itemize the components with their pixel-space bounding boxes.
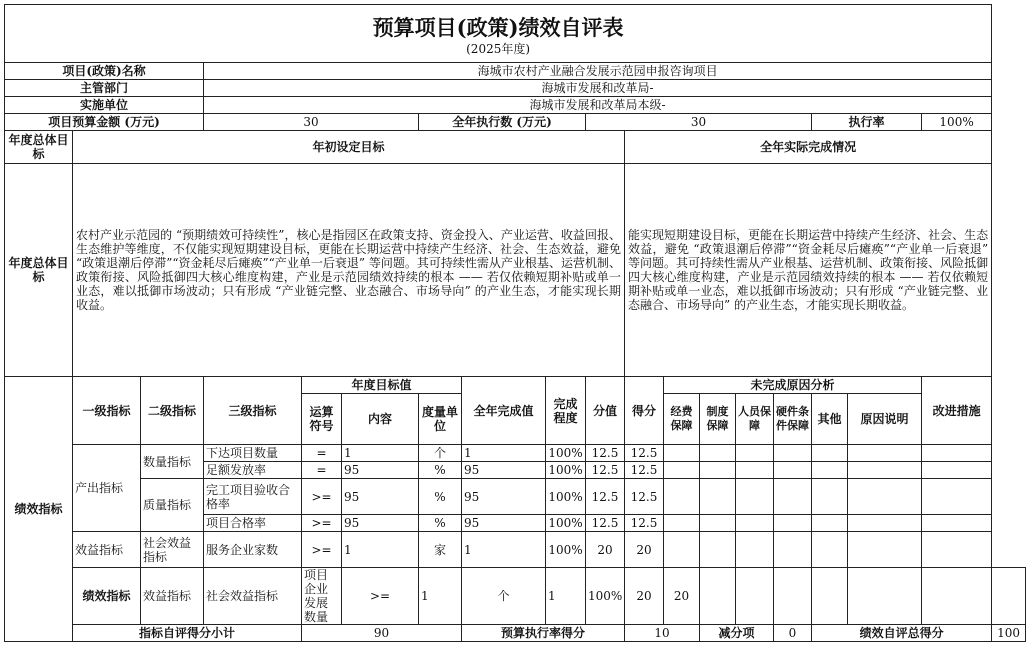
header-system: 制度保障	[700, 394, 736, 445]
empty-cell	[774, 532, 812, 568]
executed-value: 30	[586, 114, 812, 131]
empty-cell	[922, 515, 992, 532]
empty-cell	[922, 445, 992, 462]
indicator-content: 95	[342, 479, 419, 515]
indicator-degree: 100%	[586, 568, 625, 625]
empty-cell	[848, 532, 922, 568]
department-value: 海城市发展和改革局-	[204, 80, 992, 97]
unit-label: 实施单位	[5, 97, 204, 114]
deduct-value: 0	[774, 625, 812, 642]
indicator-op: >=	[302, 532, 342, 568]
indicator-op: >=	[302, 515, 342, 532]
header-staff: 人员保障	[736, 394, 774, 445]
header-op: 运算符号	[302, 394, 342, 445]
indicator-content: 1	[342, 445, 419, 462]
self-evaluation-table	[4, 4, 1026, 642]
empty-cell	[922, 532, 992, 568]
empty-cell	[664, 532, 700, 568]
empty-cell	[774, 568, 812, 625]
quality-indicator: 质量指标	[141, 479, 204, 532]
indicator-completed: 1	[462, 445, 546, 462]
empty-cell	[736, 445, 774, 462]
indicator-degree: 100%	[546, 462, 586, 479]
quantity-indicator: 数量指标	[141, 445, 204, 479]
header-level1: 一级指标	[73, 377, 141, 445]
header-level3: 三级指标	[204, 377, 302, 445]
indicator-op: >=	[302, 479, 342, 515]
deduct-label: 减分项	[700, 625, 774, 642]
empty-cell	[812, 462, 848, 479]
header-reason: 原因说明	[848, 394, 922, 445]
perf-label-second: 绩效指标	[73, 568, 141, 625]
empty-cell	[664, 462, 700, 479]
empty-cell	[700, 445, 736, 462]
unit-value: 海城市发展和改革局本级-	[204, 97, 992, 114]
empty-cell	[664, 445, 700, 462]
indicator-unit: %	[419, 479, 462, 515]
indicator-unit: %	[419, 515, 462, 532]
header-completed: 全年完成值	[462, 377, 546, 445]
indicator-name: 服务企业家数	[204, 532, 302, 568]
social-benefit-indicator: 社会效益指标	[204, 568, 302, 625]
indicator-unit: %	[419, 462, 462, 479]
indicator-degree: 100%	[546, 479, 586, 515]
empty-cell	[812, 515, 848, 532]
empty-cell	[812, 532, 848, 568]
indicator-degree: 100%	[546, 515, 586, 532]
indicator-completed: 95	[462, 515, 546, 532]
actual-result-header: 全年实际完成情况	[625, 131, 992, 164]
indicator-score: 20	[664, 568, 700, 625]
empty-cell	[922, 568, 992, 625]
header-level2: 二级指标	[141, 377, 204, 445]
total-value: 100	[992, 625, 1026, 642]
document-year: (2025年度)	[466, 41, 531, 56]
indicator-points: 12.5	[586, 462, 625, 479]
indicator-content: 95	[342, 515, 419, 532]
indicator-score: 12.5	[625, 445, 664, 462]
document-title: 预算项目(政策)绩效自评表	[372, 14, 624, 40]
empty-cell	[736, 532, 774, 568]
empty-cell	[992, 568, 1026, 625]
indicator-points: 12.5	[586, 445, 625, 462]
header-content: 内容	[342, 394, 419, 445]
goals-label: 年度总体目标	[5, 164, 73, 377]
indicator-completed: 1	[462, 532, 546, 568]
empty-cell	[736, 462, 774, 479]
benefit-indicator: 效益指标	[73, 532, 141, 568]
empty-cell	[848, 568, 922, 625]
header-points: 分值	[586, 377, 625, 445]
perf-label: 绩效指标	[5, 377, 73, 642]
indicator-points: 12.5	[586, 515, 625, 532]
indicator-content: 95	[342, 462, 419, 479]
indicator-unit: 个	[419, 445, 462, 462]
budget-value: 30	[204, 114, 419, 131]
empty-cell	[774, 515, 812, 532]
header-funding: 经费保障	[664, 394, 700, 445]
header-improve: 改进措施	[922, 377, 992, 445]
exec-rate-value: 10	[625, 625, 700, 642]
empty-cell	[812, 568, 848, 625]
header-other: 其他	[812, 394, 848, 445]
header-hardware: 硬件条件保障	[774, 394, 812, 445]
header-score: 得分	[625, 377, 664, 445]
document-header	[5, 5, 992, 63]
empty-cell	[700, 515, 736, 532]
empty-cell	[700, 532, 736, 568]
rate-label: 执行率	[812, 114, 922, 131]
empty-cell	[922, 479, 992, 515]
empty-cell	[774, 479, 812, 515]
empty-cell	[848, 462, 922, 479]
project-name-label: 项目(政策)名称	[5, 63, 204, 80]
indicator-name: 项目合格率	[204, 515, 302, 532]
indicator-name: 下达项目数量	[204, 445, 302, 462]
empty-cell	[848, 515, 922, 532]
header-degree: 完成程度	[546, 377, 586, 445]
empty-cell	[700, 568, 736, 625]
empty-cell	[664, 479, 700, 515]
budget-label: 项目预算金额 (万元)	[5, 114, 204, 131]
indicator-points: 12.5	[586, 479, 625, 515]
empty-cell	[736, 568, 774, 625]
indicator-content: 1	[419, 568, 462, 625]
indicator-score: 12.5	[625, 462, 664, 479]
header-unfinished: 未完成原因分析	[664, 377, 922, 394]
indicator-completed: 95	[462, 462, 546, 479]
project-name-value: 海城市农村产业融合发展示范园申报咨询项目	[204, 63, 992, 80]
benefit-indicator: 效益指标	[141, 568, 204, 625]
actual-result-text: 能实现短期建设目标，更能在长期运营中持续产生经济、社会、生态效益，避免 “政策退潮后停滞”“资金耗尽后瘫痪”“产业单一后衰退” 等问题。其可持续性需从产业根基、运营机制、政策衔接、风险抵御四大核心维度构建，产业是示范园绩效持续的根本 —— 若仅依赖短期补贴或单一业态，难以抵御市场波动；只有形成 “产业链完整、业态融合、市场导向” 的产业生态，才能实现长期收益。	[625, 164, 992, 377]
subtotal-value: 90	[302, 625, 462, 642]
executed-label: 全年执行数 (万元)	[419, 114, 586, 131]
indicator-op: =	[302, 445, 342, 462]
empty-cell	[848, 479, 922, 515]
initial-goal-header: 年初设定目标	[73, 131, 625, 164]
empty-cell	[774, 445, 812, 462]
empty-cell	[812, 479, 848, 515]
department-label: 主管部门	[5, 80, 204, 97]
indicator-unit: 家	[419, 532, 462, 568]
indicator-score: 20	[625, 532, 664, 568]
initial-goal-text: 农村产业示范园的 “预期绩效可持续性”，核心是指园区在政策支持、资金投入、产业运营、收益回报、生态维护等维度，不仅能实现短期建设目标，更能在长期运营中持续产生经济、社会、生态效益，避免 “政策退潮后停滞”“资金耗尽后瘫痪”“产业单一后衰退” 等问题。其可持续性需从产业根基、运营机制、政策衔接、风险抵御四大核心维度构建，产业是示范园绩效持续的根本 —— 若仅依赖短期补贴或单一业态，难以抵御市场波动；只有形成 “产业链完整、业态融合、市场导向” 的产业生态，才能实现长期收益。	[73, 164, 625, 377]
indicator-degree: 100%	[546, 445, 586, 462]
subtotal-label: 指标自评得分小计	[73, 625, 302, 642]
indicator-name: 完工项目验收合格率	[204, 479, 302, 515]
indicator-score: 12.5	[625, 515, 664, 532]
header-annual-target: 年度目标值	[302, 377, 462, 394]
indicator-degree: 100%	[546, 532, 586, 568]
empty-cell	[774, 462, 812, 479]
exec-rate-label: 预算执行率得分	[462, 625, 625, 642]
header-unit: 度量单位	[419, 394, 462, 445]
output-indicator: 产出指标	[73, 445, 141, 532]
social-benefit-indicator: 社会效益指标	[141, 532, 204, 568]
indicator-op: =	[302, 462, 342, 479]
goals-label-top: 年度总体目标	[5, 131, 73, 164]
indicator-completed: 95	[462, 479, 546, 515]
empty-cell	[848, 445, 922, 462]
indicator-name: 项目企业发展数量	[302, 568, 342, 625]
indicator-name: 足额发放率	[204, 462, 302, 479]
empty-cell	[736, 515, 774, 532]
indicator-unit: 个	[462, 568, 546, 625]
empty-cell	[922, 462, 992, 479]
indicator-content: 1	[342, 532, 419, 568]
total-label: 绩效自评总得分	[812, 625, 992, 642]
indicator-points: 20	[625, 568, 664, 625]
rate-value: 100%	[922, 114, 992, 131]
empty-cell	[700, 479, 736, 515]
empty-cell	[700, 462, 736, 479]
indicator-op: >=	[342, 568, 419, 625]
empty-cell	[664, 515, 700, 532]
indicator-completed: 1	[546, 568, 586, 625]
empty-cell	[736, 479, 774, 515]
empty-cell	[812, 445, 848, 462]
indicator-score: 12.5	[625, 479, 664, 515]
indicator-points: 20	[586, 532, 625, 568]
